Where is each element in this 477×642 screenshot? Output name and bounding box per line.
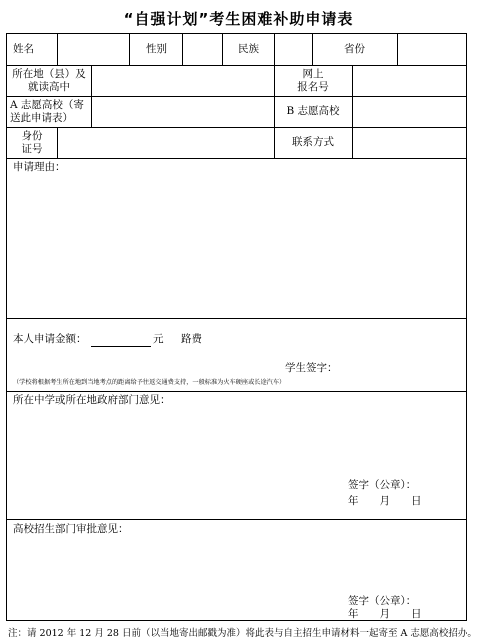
exam-no-label-line2: 报名号 [297, 81, 329, 93]
school-a-label [10, 99, 92, 125]
student-signature-label: 学生签字： [285, 362, 338, 374]
id-number-label-line2: 证号 [21, 143, 43, 155]
exam-no-label-line1: 网上 [302, 68, 324, 80]
county-school-label-line2: 就读高中 [28, 81, 70, 93]
cell-divider [57, 34, 58, 65]
row-divider [7, 65, 466, 66]
cell-divider [129, 34, 130, 65]
school-date-label: 年 月 日 [348, 495, 422, 507]
cell-divider [397, 34, 398, 65]
university-date-label: 年 月 日 [348, 608, 422, 620]
cell-divider [57, 127, 58, 158]
row-divider [7, 391, 466, 392]
page-title: “自强计划”考生困难补助申请表 [123, 10, 354, 28]
province-label: 省份 [344, 43, 365, 55]
amount-unit: 元 [153, 333, 164, 345]
row-divider [7, 519, 466, 520]
id-number-label-line1: 身份 [21, 130, 43, 142]
row-divider [7, 158, 466, 159]
ethnicity-label: 民族 [238, 43, 259, 55]
school-opinion-label: 所在中学或所在地政府部门意见： [13, 394, 171, 406]
county-school-label [7, 68, 91, 94]
row-divider [7, 127, 466, 128]
exam-no-label [274, 68, 352, 94]
university-opinion-label: 高校招生部门审批意见： [13, 523, 129, 535]
id-number-label [7, 130, 57, 156]
school-b-label: B 志愿高校 [286, 105, 340, 117]
cell-divider [312, 34, 313, 65]
cell-divider [182, 34, 183, 65]
university-seal-label: 签字（公章）： [348, 595, 417, 607]
amount-label: 本人申请金额： [13, 333, 87, 345]
row-divider [7, 96, 466, 97]
contact-label: 联系方式 [292, 136, 334, 148]
reason-label: 申请理由： [13, 161, 66, 173]
travel-label: 路费 [181, 333, 202, 345]
cell-divider [274, 34, 275, 65]
cell-divider [352, 65, 353, 158]
school-seal-label: 签字（公章）： [348, 479, 417, 491]
school-a-label-line2: 送此申请表） [10, 112, 73, 124]
application-form [6, 33, 467, 621]
county-school-label-line1: 所在地（县）及 [12, 68, 86, 80]
footer-note: 注：请 2012 年 12 月 28 日前（以当地寄出邮戳为准）将此表与自主招生申请材料一起寄至 A 志愿高校招办。 [8, 628, 477, 639]
gender-label: 性别 [146, 43, 167, 55]
amount-blank[interactable] [91, 346, 151, 347]
amount-note: （学校将根据考生所在地到当地考点的距离给予往返交通费支持，一般标准为火车硬座或长途汽车） [13, 379, 286, 386]
name-label: 姓名 [13, 43, 34, 55]
cell-divider [222, 34, 223, 65]
school-a-label-line1: A 志愿高校（寄 [10, 99, 84, 111]
row-divider [7, 318, 466, 319]
